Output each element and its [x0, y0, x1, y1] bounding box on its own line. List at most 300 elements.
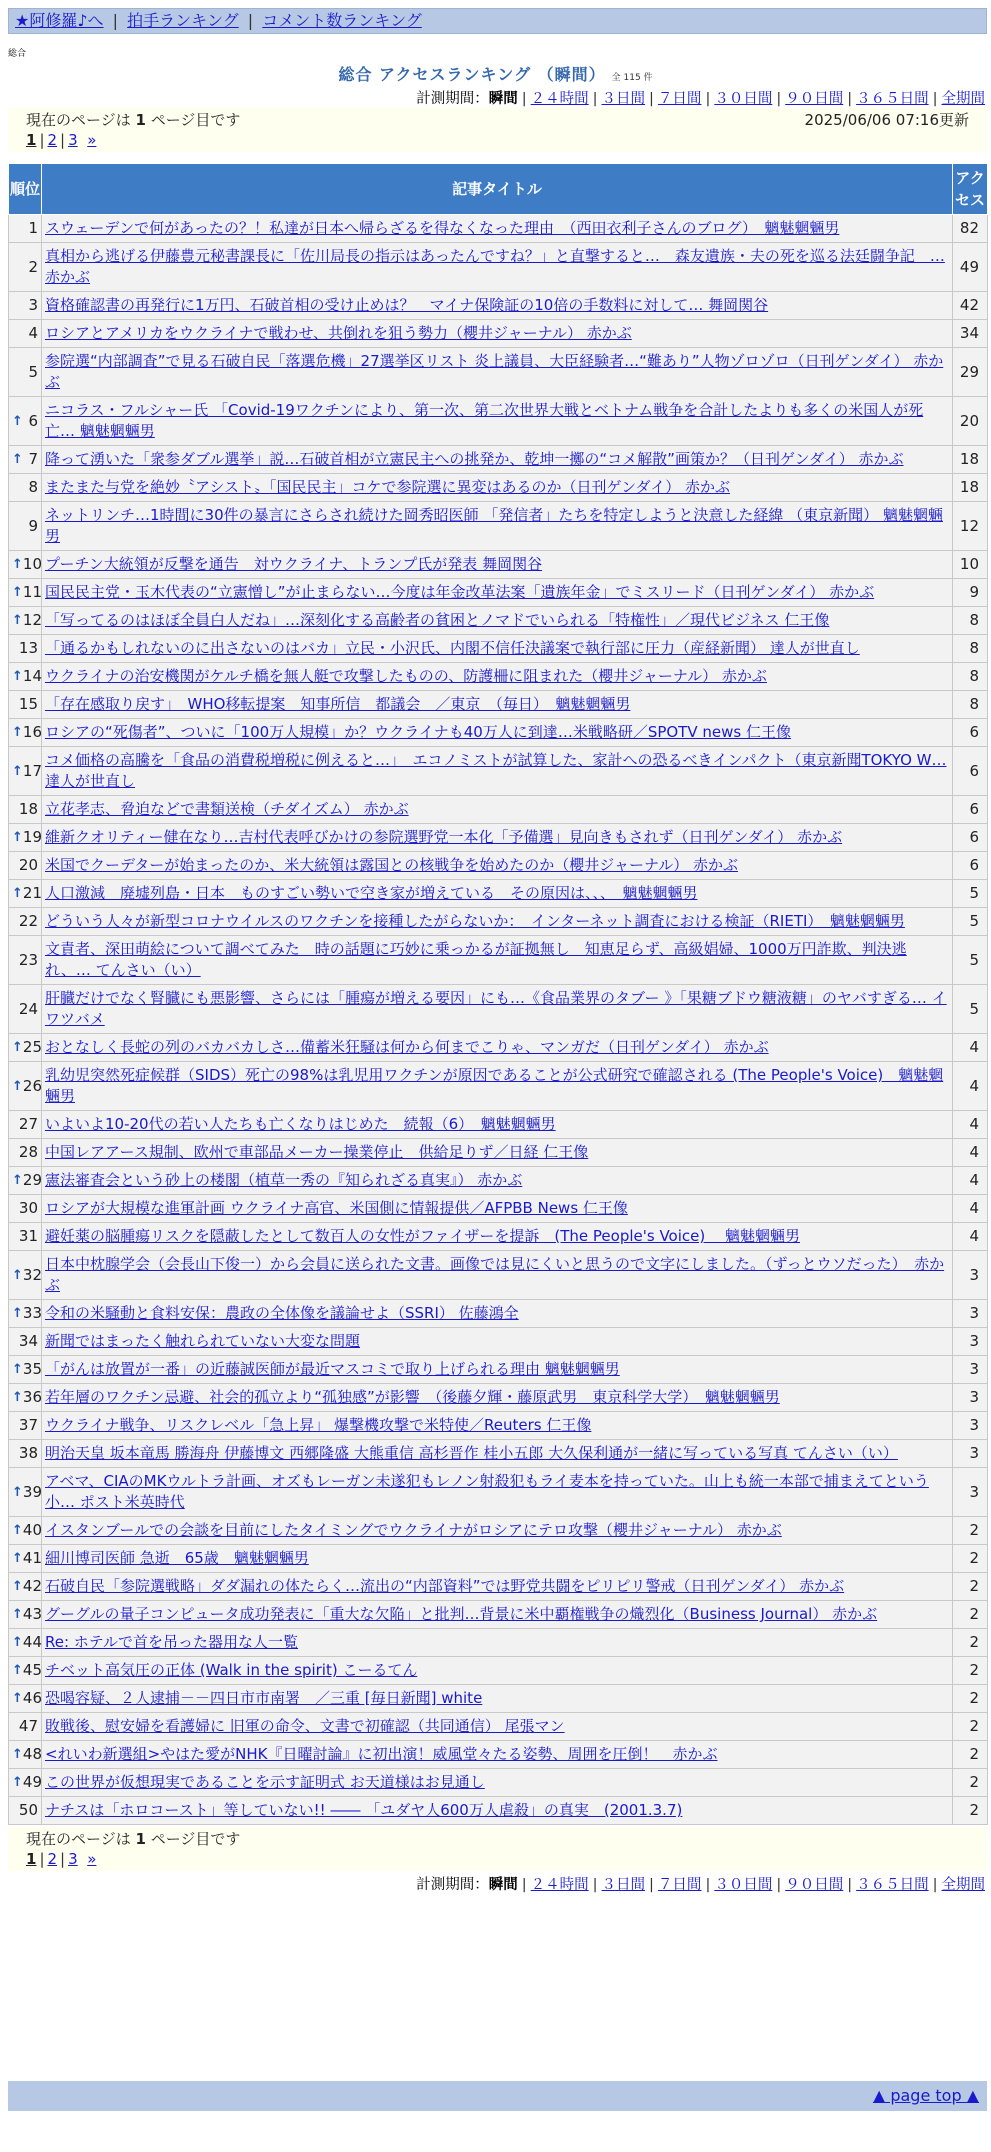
- title-cell: [42, 1328, 953, 1356]
- table-row: [9, 1517, 988, 1545]
- title-cell: [42, 320, 953, 348]
- rank-cell: [9, 1545, 42, 1573]
- page-links: [26, 1849, 969, 1869]
- article-title-link[interactable]: 人口激減 廃墟列島・日本 ものすごい勢いで空き家が増えている その原因は、、、 魑魅魍魎男: [45, 884, 698, 902]
- title-cell: [42, 348, 953, 397]
- table-row: [9, 348, 988, 397]
- article-title-link[interactable]: スウェーデンで何があったの？！私達が日本へ帰らざるを得なくなった理由 （西田衣利子さんのブログ） 魑魅魍魎男: [45, 219, 840, 237]
- page-link-current: 1: [26, 1850, 37, 1868]
- page-link-current: 1: [26, 131, 37, 149]
- rank-number: 25: [22, 1038, 42, 1056]
- access-count: 42: [953, 292, 988, 320]
- table-row: [9, 1139, 988, 1167]
- title-cell: [42, 1412, 953, 1440]
- access-count: 2: [953, 1573, 988, 1601]
- page-top-link[interactable]: ▲ page top ▲: [872, 2086, 979, 2105]
- access-count: 3: [953, 1328, 988, 1356]
- access-count: 2: [953, 1517, 988, 1545]
- period-option-link[interactable]: ７日間: [657, 1877, 702, 1893]
- article-title-link[interactable]: アベマ、CIAのMKウルトラ計画、オズもレーガン未遂犯もレノン射殺犯もライ麦本を持っていた。山上も統一本部で捕まえてという小… ポスト米英時代: [45, 1472, 929, 1511]
- title-cell: [42, 1034, 953, 1062]
- article-title-link[interactable]: Re: ホテルで首を吊った器用な人一覧: [45, 1633, 299, 1651]
- article-title-link[interactable]: 「通るかもしれないのに出さないのはバカ」立民・小沢氏、内閣不信任決議案で執行部に圧力（産経新聞） 達人が世直し: [45, 639, 860, 657]
- article-title-link[interactable]: 立花孝志、脅迫などで書類送検（チダイズム） 赤かぶ: [45, 800, 409, 818]
- table-row: [9, 502, 988, 551]
- title-cell: [42, 985, 953, 1034]
- period-option-link[interactable]: ７日間: [657, 91, 702, 107]
- article-title-link[interactable]: 石破自民「参院選戦略」ダダ漏れの体たらく…流出の“内部資料”では野党共闘をピリピリ警戒（日刊ゲンダイ） 赤かぶ: [45, 1577, 845, 1595]
- article-title-link[interactable]: またまた与党を絶妙〝アシスト〟「国民民主」コケで参院選に異変はあるのか（日刊ゲンダイ） 赤かぶ: [45, 478, 731, 496]
- rank-cell: [9, 1328, 42, 1356]
- period-separator: |: [705, 1877, 711, 1893]
- article-title-link[interactable]: 米国でクーデターが始まったのか、米大統領は露国との核戦争を始めたのか（櫻井ジャーナル） 赤かぶ: [45, 856, 738, 874]
- rank-number: 32: [22, 1265, 42, 1284]
- period-option-link[interactable]: 全期間: [941, 91, 985, 107]
- article-title-link[interactable]: この世界が仮想現実であることを示す証明式 お天道様はお見通し: [45, 1773, 485, 1791]
- article-title-link[interactable]: 憲法審査会という砂上の楼閣（植草一秀の『知られざる真実』） 赤かぶ: [45, 1171, 523, 1189]
- page-link[interactable]: 2: [47, 1850, 58, 1868]
- access-count: 34: [953, 320, 988, 348]
- period-option-link[interactable]: ３０日間: [714, 91, 773, 107]
- rank-cell: [9, 1412, 42, 1440]
- rank-cell: [9, 551, 42, 579]
- title-cell: [42, 1741, 953, 1769]
- table-row: [9, 474, 988, 502]
- rank-number: 26: [22, 1076, 42, 1095]
- article-title-link[interactable]: コメ価格の高騰を「食品の消費税増税に例えると…」 エコノミストが試算した、家計への恐るべきインパクト（東京新聞TOKYO W… 達人が世直し: [45, 751, 947, 790]
- rank-cell: [9, 1111, 42, 1139]
- access-count: 2: [953, 1685, 988, 1713]
- current-page-number: 1: [135, 1830, 146, 1848]
- article-title-link[interactable]: 維新クオリティー健在なり…吉村代表呼びかけの参院選野党一本化「予備選」見向きもされず（日刊ゲンダイ） 赤かぶ: [45, 828, 843, 846]
- rank-number: 9: [28, 516, 38, 535]
- article-title-link[interactable]: 中国レアアース規制、欧州で車部品メーカー操業停止 供給足りず／日経 仁王像: [45, 1143, 589, 1161]
- title-cell: [42, 1251, 953, 1300]
- next-page-link[interactable]: »: [87, 1850, 97, 1868]
- rank-cell: [9, 1685, 42, 1713]
- period-option-link[interactable]: ３日間: [601, 1877, 646, 1893]
- rank-cell: [9, 1769, 42, 1797]
- title-cell: [42, 551, 953, 579]
- table-row: [9, 607, 988, 635]
- total-count: 全 115 件: [611, 73, 653, 83]
- arrow-up-icon: ↑: [12, 1775, 23, 1790]
- article-title-link[interactable]: 「写ってるのはほぼ全員白人だね」…深刻化する高齢者の貧困とノマドでいられる「特権性」／現代ビジネス 仁王像: [45, 611, 830, 629]
- arrow-up-icon: ↑: [12, 1607, 23, 1622]
- title-column-header: 記事タイトル: [42, 164, 953, 215]
- period-option-link[interactable]: ３日間: [601, 91, 646, 107]
- title-cell: [42, 1223, 953, 1251]
- rank-number: 14: [22, 667, 42, 685]
- rank-number: 44: [22, 1633, 42, 1651]
- title-cell: [42, 663, 953, 691]
- rank-cell: [9, 1195, 42, 1223]
- table-row: [9, 551, 988, 579]
- access-count: 6: [953, 719, 988, 747]
- title-cell: [42, 1797, 953, 1825]
- rank-number: 11: [22, 583, 42, 601]
- article-title-link[interactable]: 「がんは放置が一番」の近藤誠医師が最近マスコミで取り上げられる理由 魑魅魍魎男: [45, 1360, 620, 1378]
- title-cell: [42, 1601, 953, 1629]
- article-title-link[interactable]: プーチン大統領が反撃を通告 対ウクライナ、トランプ氏が発表 舞岡関谷: [45, 555, 543, 573]
- rank-cell: [9, 243, 42, 292]
- table-row: [9, 1111, 988, 1139]
- article-title-link[interactable]: ロシアとアメリカをウクライナで戦わせ、共倒れを狙う勢力（櫻井ジャーナル） 赤かぶ: [45, 324, 632, 342]
- article-title-link[interactable]: ウクライナ戦争、リスクレベル「急上昇」 爆撃機攻撃で米特使／Reuters 仁王像: [45, 1416, 592, 1434]
- table-row: [9, 292, 988, 320]
- table-row: [9, 1797, 988, 1825]
- rank-cell: [9, 747, 42, 796]
- arrow-up-icon: ↑: [12, 1691, 23, 1706]
- title-cell: [42, 908, 953, 936]
- period-separator: |: [521, 1877, 527, 1893]
- arrow-up-icon: ↑: [12, 1078, 23, 1094]
- rank-number: 38: [18, 1444, 38, 1462]
- article-title-link[interactable]: いよいよ10-20代の若い人たちも亡くなりはじめた 続報（6） 魑魅魍魎男: [45, 1115, 556, 1133]
- rank-cell: [9, 1629, 42, 1657]
- title-cell: [42, 1468, 953, 1517]
- rank-number: 20: [18, 856, 38, 874]
- rank-cell: [9, 215, 42, 243]
- access-count: 8: [953, 691, 988, 719]
- arrow-up-icon: ↑: [12, 1747, 23, 1762]
- rank-cell: [9, 719, 42, 747]
- article-title-link[interactable]: 降って湧いた「衆参ダブル選挙」説…石破首相が立憲民主への挑発か、乾坤一擲の“コメ解散”画策か？（日刊ゲンダイ） 赤かぶ: [45, 450, 904, 468]
- nav-separator: |: [112, 11, 119, 30]
- period-separator: |: [592, 91, 598, 107]
- arrow-up-icon: ↑: [12, 413, 23, 429]
- article-title-link[interactable]: 明治天皇 坂本竜馬 勝海舟 伊藤博文 西郷隆盛 大熊重信 高杉晋作 桂小五郎 大久保利通が一緒に写っている写真 てんさい（い）: [45, 1444, 898, 1462]
- rank-cell: [9, 824, 42, 852]
- access-count: 3: [953, 1300, 988, 1328]
- rank-number: 37: [18, 1416, 38, 1434]
- applause-ranking-link[interactable]: 拍手ランキング: [127, 11, 239, 30]
- table-row: [9, 1545, 988, 1573]
- access-count: 29: [953, 348, 988, 397]
- article-title-link[interactable]: <れいわ新選組>やはた愛がNHK『日曜討論』に初出演！威風堂々たる姿勢、周囲を圧倒！ 赤かぶ: [45, 1745, 718, 1763]
- title-cell: [42, 936, 953, 985]
- access-count: 4: [953, 1195, 988, 1223]
- rank-number: 50: [18, 1801, 38, 1819]
- title-cell: [42, 880, 953, 908]
- table-row: [9, 1167, 988, 1195]
- period-label: 計測期間：: [416, 1877, 489, 1893]
- table-row: [9, 579, 988, 607]
- table-row: [9, 320, 988, 348]
- period-current: 瞬間: [488, 91, 518, 107]
- page-separator: |: [39, 1850, 45, 1868]
- page-separator: |: [39, 131, 45, 149]
- article-title-link[interactable]: ウクライナの治安機関がケルチ橋を無人艇で攻撃したものの、防護柵に阻まれた（櫻井ジャーナル） 赤かぶ: [45, 667, 767, 685]
- table-row: [9, 1384, 988, 1412]
- article-title-link[interactable]: イスタンブールでの会談を目前にしたタイミングでウクライナがロシアにテロ攻撃（櫻井ジャーナル） 赤かぶ: [45, 1521, 782, 1539]
- title-cell: [42, 1685, 953, 1713]
- top-nav-bar: [8, 8, 987, 34]
- period-option-link[interactable]: ９０日間: [785, 91, 844, 107]
- article-title-link[interactable]: チベット高気圧の正体 (Walk in the spirit) こーるてん: [45, 1661, 418, 1679]
- period-selector-top: [416, 87, 985, 108]
- rank-cell: [9, 397, 42, 446]
- access-count: 3: [953, 1251, 988, 1300]
- title-cell: [42, 1139, 953, 1167]
- arrow-up-icon: ↑: [12, 1267, 23, 1283]
- rank-number: 48: [22, 1745, 42, 1763]
- article-title-link[interactable]: 細川博司医師 急逝 65歳 魑魅魍魎男: [45, 1549, 309, 1567]
- arrow-up-icon: ↑: [12, 1523, 23, 1538]
- article-title-link[interactable]: 「存在感取り戻す」 WHO移転提案 知事所信 都議会 ／東京 （毎日） 魑魅魍魎男: [45, 695, 631, 713]
- rank-number: 24: [18, 999, 38, 1018]
- rank-number: 4: [28, 324, 38, 342]
- table-row: [9, 880, 988, 908]
- title-cell: [42, 1195, 953, 1223]
- access-count: 4: [953, 1167, 988, 1195]
- rank-cell: [9, 985, 42, 1034]
- table-row: [9, 1657, 988, 1685]
- table-header-row: [9, 164, 988, 215]
- period-separator: |: [847, 1877, 853, 1893]
- period-current: 瞬間: [488, 1877, 518, 1893]
- article-title-link[interactable]: ナチスは「ホロコースト」等していない!! ―― 「ユダヤ人600万人虐殺」の真実 (2001.3.7): [45, 1801, 683, 1819]
- table-row: [9, 796, 988, 824]
- table-row: [9, 691, 988, 719]
- table-row: [9, 985, 988, 1034]
- table-row: [9, 1300, 988, 1328]
- article-title-link[interactable]: 参院選“内部調査”で見る石破自民「落選危機」27選挙区リスト 炎上議員、大臣経験者…“難あり”人物ゾロゾロ（日刊ゲンダイ） 赤かぶ: [45, 352, 944, 391]
- title-cell: [42, 1440, 953, 1468]
- rank-number: 29: [22, 1171, 42, 1189]
- rank-cell: [9, 1356, 42, 1384]
- table-row: [9, 1629, 988, 1657]
- table-row: [9, 1356, 988, 1384]
- access-count: 6: [953, 852, 988, 880]
- rank-number: 34: [18, 1332, 38, 1350]
- access-count: 49: [953, 243, 988, 292]
- rank-number: 35: [22, 1360, 42, 1378]
- access-count: 3: [953, 1440, 988, 1468]
- current-page-suffix: ページ目です: [150, 1830, 241, 1848]
- title-cell: [42, 796, 953, 824]
- table-row: [9, 663, 988, 691]
- rank-number: 2: [28, 257, 38, 276]
- article-title-link[interactable]: 文責者、深田萌絵について調べてみた 時の話題に巧妙に乗っかるが証拠無し 知恵足らず、高級娼婦、1000万円詐欺、判決逃れ、… てんさい（い）: [45, 940, 907, 979]
- rank-cell: [9, 908, 42, 936]
- comment-ranking-link[interactable]: コメント数ランキング: [262, 11, 422, 30]
- current-page-prefix: 現在のページは: [26, 111, 131, 129]
- article-title-link[interactable]: ロシアの“死傷者”、ついに「100万人規模」か？ウクライナも40万人に到達…米戦略研／SPOTV news 仁王像: [45, 723, 791, 741]
- arrow-up-icon: ↑: [12, 1040, 23, 1055]
- rank-number: 15: [18, 695, 38, 713]
- period-option-link[interactable]: ３６５日間: [856, 1877, 929, 1893]
- current-page-prefix: 現在のページは: [26, 1830, 131, 1848]
- access-count: 4: [953, 1111, 988, 1139]
- table-row: [9, 1573, 988, 1601]
- article-title-link[interactable]: 敗戦後、慰安婦を看護婦に 旧軍の命令、文書で初確認（共同通信） 尾張マン: [45, 1717, 565, 1735]
- rank-cell: [9, 320, 42, 348]
- article-title-link[interactable]: 国民民主党・玉木代表の“立憲憎し”が止まらない…今度は年金改革法案「遺族年金」でミスリード（日刊ゲンダイ） 赤かぶ: [45, 583, 875, 601]
- table-row: [9, 719, 988, 747]
- page-links: [26, 130, 969, 150]
- access-count: 9: [953, 579, 988, 607]
- access-count: 3: [953, 1356, 988, 1384]
- title-cell: [42, 719, 953, 747]
- rank-cell: [9, 1797, 42, 1825]
- access-count: 82: [953, 215, 988, 243]
- rank-number: 43: [22, 1605, 42, 1623]
- page-title: [0, 62, 991, 85]
- rank-number: 21: [22, 884, 42, 902]
- access-count: 4: [953, 1223, 988, 1251]
- access-count: 12: [953, 502, 988, 551]
- rank-number: 12: [22, 611, 42, 629]
- article-title-link[interactable]: 若年層のワクチン忌避、社会的孤立より“孤独感”が影響 （後藤夕輝・藤原武男 東京科学大学） 魑魅魍魎男: [45, 1388, 780, 1406]
- table-row: [9, 635, 988, 663]
- period-option-link[interactable]: ２４時間: [530, 1877, 589, 1893]
- period-option-link[interactable]: ３０日間: [714, 1877, 773, 1893]
- arrow-up-icon: ↑: [12, 1306, 23, 1321]
- rank-number: 3: [28, 296, 38, 314]
- rank-number: 6: [28, 411, 38, 430]
- access-count: 10: [953, 551, 988, 579]
- article-title-link[interactable]: 恐喝容疑、２人逮捕－－四日市市南署 ／三重 [毎日新聞] white: [45, 1689, 483, 1707]
- page-link[interactable]: 2: [47, 131, 58, 149]
- title-cell: [42, 691, 953, 719]
- nav-separator: |: [247, 11, 254, 30]
- article-title-link[interactable]: 避妊薬の脳腫瘍リスクを隠蔽したとして数百人の女性がファイザーを提訴 (The People's Voice) 魑魅魍魎男: [45, 1227, 800, 1245]
- title-cell: [42, 397, 953, 446]
- period-option-link[interactable]: ２４時間: [530, 91, 589, 107]
- table-row: [9, 1034, 988, 1062]
- period-selector-bottom: [416, 1873, 985, 1894]
- rank-cell: [9, 880, 42, 908]
- access-count: 2: [953, 1545, 988, 1573]
- access-count: 6: [953, 796, 988, 824]
- access-count: 8: [953, 607, 988, 635]
- period-separator: |: [776, 91, 782, 107]
- rank-cell: [9, 579, 42, 607]
- page-link[interactable]: 3: [68, 131, 78, 149]
- rank-column-header: 順位: [9, 164, 42, 215]
- rank-number: 42: [22, 1577, 42, 1595]
- title-cell: [42, 1517, 953, 1545]
- rank-cell: [9, 852, 42, 880]
- rank-number: 31: [18, 1227, 38, 1245]
- rank-number: 30: [18, 1199, 38, 1217]
- current-page-text: [26, 110, 240, 130]
- rank-number: 23: [18, 950, 38, 969]
- ranking-table: [8, 163, 988, 1825]
- rank-number: 18: [18, 800, 38, 818]
- article-title-link[interactable]: 令和の米騒動と食料安保：農政の全体像を議論せよ（SSRI） 佐藤鴻全: [45, 1304, 519, 1322]
- arrow-up-icon: ↑: [12, 1390, 23, 1405]
- rank-cell: [9, 691, 42, 719]
- title-cell: [42, 446, 953, 474]
- article-title-link[interactable]: 肝臓だけでなく腎臓にも悪影響、さらには「腫瘍が増える要因」にも…《食品業界のタブー 》「果糖ブドウ糖液糖」のヤバすぎる… イワツバメ: [45, 989, 947, 1028]
- title-cell: [42, 1629, 953, 1657]
- access-column-header: アクセス: [953, 164, 988, 215]
- next-page-link[interactable]: »: [87, 131, 97, 149]
- ranking-rows: [9, 215, 988, 1825]
- table-row: [9, 1741, 988, 1769]
- article-title-link[interactable]: ニコラス・フルシャー氏 「Covid-19ワクチンにより、第一次、第二次世界大戦とベトナム戦争を合計したよりも多くの米国人が死亡… 魑魅魍魎男: [45, 401, 924, 440]
- rank-number: 46: [22, 1689, 42, 1707]
- current-page-suffix: ページ目です: [150, 111, 241, 129]
- rank-number: 39: [22, 1482, 42, 1501]
- table-row: [9, 1601, 988, 1629]
- rank-cell: [9, 635, 42, 663]
- access-count: 2: [953, 1713, 988, 1741]
- arrow-up-icon: ↑: [12, 1579, 23, 1594]
- article-title-link[interactable]: 日本中枕腺学会（会長山下俊一）から会員に送られた文書。画像では見にくいと思うので文字にしました。（ずっとウソだった） 赤かぶ: [45, 1255, 945, 1294]
- table-row: [9, 1685, 988, 1713]
- period-option-link[interactable]: 全期間: [941, 1877, 985, 1893]
- period-separator: |: [847, 91, 853, 107]
- title-cell: [42, 852, 953, 880]
- access-count: 4: [953, 1034, 988, 1062]
- table-row: [9, 824, 988, 852]
- title-cell: [42, 1573, 953, 1601]
- period-option-link[interactable]: ９０日間: [785, 1877, 844, 1893]
- updated-timestamp: 2025/06/06 07:16更新: [804, 111, 969, 129]
- rank-cell: [9, 474, 42, 502]
- arrow-up-icon: ↑: [12, 763, 23, 779]
- rank-number: 49: [22, 1773, 42, 1791]
- article-title-link[interactable]: 新聞ではまったく触れられていない大変な問題: [45, 1332, 361, 1350]
- arrow-up-icon: ↑: [12, 452, 23, 467]
- rank-cell: [9, 1713, 42, 1741]
- article-title-link[interactable]: グーグルの量子コンピュータ成功発表に「重大な欠陥」と批判…背景に米中覇権戦争の熾烈化（Business Journal） 赤かぶ: [45, 1605, 878, 1623]
- rank-cell: [9, 1440, 42, 1468]
- table-row: [9, 397, 988, 446]
- page-separator: |: [60, 1850, 66, 1868]
- table-row: [9, 1195, 988, 1223]
- rank-number: 28: [18, 1143, 38, 1161]
- rank-cell: [9, 663, 42, 691]
- access-count: 5: [953, 936, 988, 985]
- period-separator: |: [649, 91, 654, 107]
- article-title-link[interactable]: 真相から逃げる伊藤豊元秘書課長に「佐川局長の指示はあったんですね？」と直撃すると… 森友遺族・夫の死を巡る法廷闘争記 … 赤かぶ: [45, 247, 945, 286]
- page-link[interactable]: 3: [68, 1850, 78, 1868]
- title-cell: [42, 579, 953, 607]
- access-count: 2: [953, 1629, 988, 1657]
- rank-cell: [9, 1251, 42, 1300]
- article-title-link[interactable]: ロシアが大規模な進軍計画 ウクライナ高官、米国側に情報提供／AFPBB News 仁王像: [45, 1199, 628, 1217]
- table-row: [9, 1440, 988, 1468]
- access-count: 20: [953, 397, 988, 446]
- access-count: 2: [953, 1769, 988, 1797]
- title-cell: [42, 1062, 953, 1111]
- rank-number: 16: [22, 723, 42, 741]
- page-separator: |: [60, 131, 66, 149]
- article-title-link[interactable]: 乳幼児突然死症候群（SIDS）死亡の98%は乳児用ワクチンが原因であることが公式研究で確認される (The People's Voice) 魑魅魍魎男: [45, 1066, 944, 1105]
- access-count: 4: [953, 1062, 988, 1111]
- access-count: 5: [953, 908, 988, 936]
- article-title-link[interactable]: ネットリンチ…1時間に30件の暴言にさらされ続けた岡秀昭医師 「発信者」たちを特定しようと決意した経緯 （東京新聞） 魑魅魍魎男: [45, 506, 943, 545]
- arrow-up-icon: ↑: [12, 725, 23, 740]
- arrow-up-icon: ↑: [12, 1635, 23, 1650]
- access-count: 5: [953, 985, 988, 1034]
- home-link[interactable]: ★阿修羅♪へ: [15, 11, 104, 30]
- pager-top: [8, 108, 987, 152]
- period-option-link[interactable]: ３６５日間: [856, 91, 929, 107]
- table-row: [9, 908, 988, 936]
- rank-number: 7: [28, 450, 38, 468]
- article-title-link[interactable]: おとなしく長蛇の列のバカバカしさ…備蓄米狂騒は何から何までこりゃ、マンガだ（日刊ゲンダイ） 赤かぶ: [45, 1038, 769, 1056]
- rank-cell: [9, 1573, 42, 1601]
- title-cell: [42, 607, 953, 635]
- article-title-link[interactable]: どういう人々が新型コロナウイルスのワクチンを接種したがらないか： インターネット調査における検証（RIETI） 魑魅魍魎男: [45, 912, 905, 930]
- rank-cell: [9, 1384, 42, 1412]
- article-title-link[interactable]: 資格確認書の再発行に1万円、石破首相の受け止めは？ マイナ保険証の10倍の手数料に対して… 舞岡関谷: [45, 296, 769, 314]
